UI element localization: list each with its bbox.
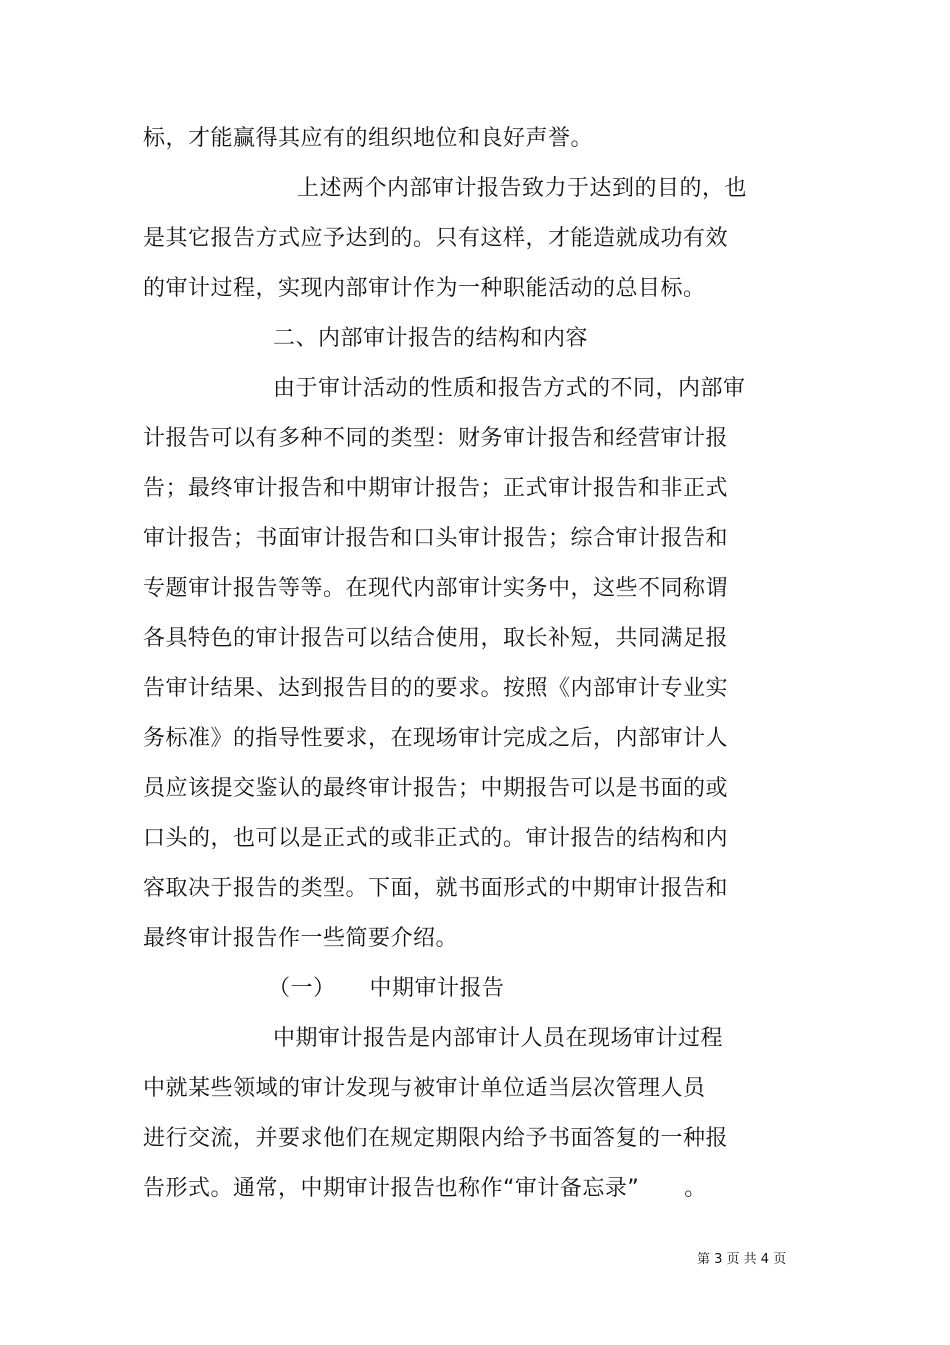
text-line-17: 最终审计报告作一些简要介绍。: [143, 926, 459, 951]
page-number-footer: 第 3 页 共 4 页: [697, 1252, 787, 1267]
section-heading: 二、内部审计报告的结构和内容: [273, 326, 589, 351]
text-line-21: 进行交流，并要求他们在规定期限内给予书面答复的一种报: [143, 1126, 729, 1151]
text-line-14: 员应该提交鉴认的最终审计报告；中期报告可以是书面的或: [143, 776, 729, 801]
text-line-9: 审计报告；书面审计报告和口头审计报告；综合审计报告和: [143, 526, 729, 551]
text-line-13: 务标准》的指导性要求，在现场审计完成之后，内部审计人: [143, 726, 729, 751]
text-line-8: 告；最终审计报告和中期审计报告；正式审计报告和非正式: [143, 476, 729, 501]
text-line-10: 专题审计报告等等。在现代内部审计实务中，这些不同称谓: [143, 576, 729, 601]
subsection-heading: （一） 中期审计报告: [268, 976, 505, 1001]
text-line-6: 由于审计活动的性质和报告方式的不同，内部审: [273, 376, 746, 401]
text-line-22: 告形式。通常，中期审计报告也称作“审计备忘录” 。: [143, 1176, 707, 1201]
text-line-11: 各具特色的审计报告可以结合使用，取长补短，共同满足报: [143, 626, 729, 651]
text-line-12: 告审计结果、达到报告目的的要求。按照《内部审计专业实: [143, 676, 729, 701]
text-line-15: 口头的，也可以是正式的或非正式的。审计报告的结构和内: [143, 826, 729, 851]
text-line-20: 中就某些领域的审计发现与被审计单位适当层次管理人员: [143, 1076, 706, 1101]
text-line-3: 是其它报告方式应予达到的。只有这样，才能造就成功有效: [143, 226, 729, 251]
text-line-1: 标，才能赢得其应有的组织地位和良好声誉。: [143, 126, 594, 151]
text-line-7: 计报告可以有多种不同的类型：财务审计报告和经营审计报: [143, 426, 729, 451]
text-line-19: 中期审计报告是内部审计人员在现场审计过程: [273, 1026, 724, 1051]
text-line-16: 容取决于报告的类型。下面，就书面形式的中期审计报告和: [143, 876, 729, 901]
text-line-2: 上述两个内部审计报告致力于达到的目的，也: [297, 176, 748, 201]
text-line-4: 的审计过程，实现内部审计作为一种职能活动的总目标。: [143, 276, 706, 301]
